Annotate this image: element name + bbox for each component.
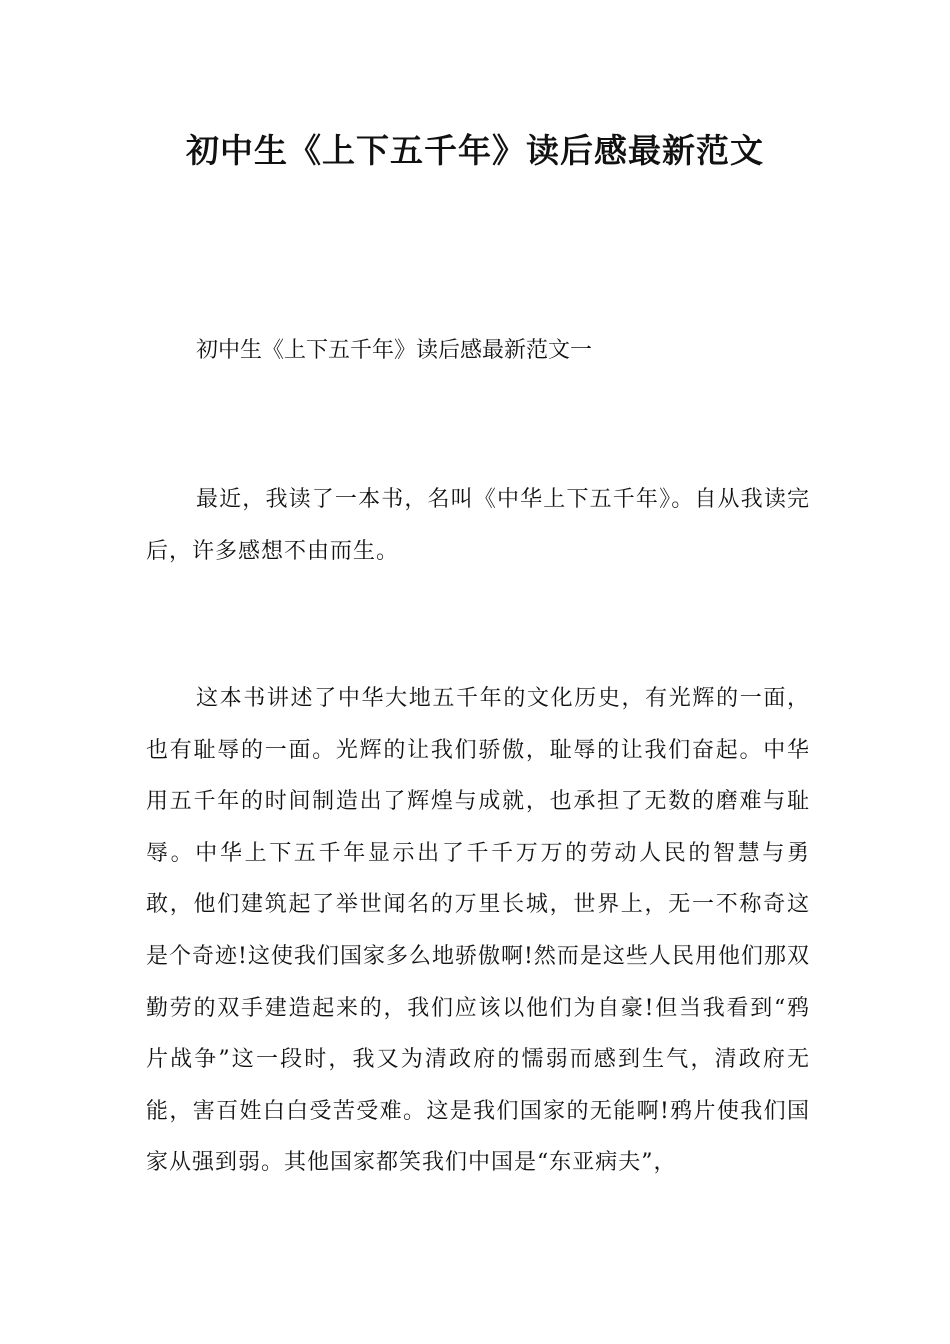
paragraph-2: 这本书讲述了中华大地五千年的文化历史，有光辉的一面，也有耻辱的一面。光辉的让我们骄傲，耻辱的让我们奋起。中华用五千年的时间制造出了辉煌与成就，也承担了无数的磨难与耻辱。中华上下五千年显示出了千千万万的劳动人民的智慧与勇敢，他们建筑起了举世闻名的万里长城，世界上，无一不称奇这是个奇迹!这使我们国家多么地骄傲啊!然而是这些人民用他们那双勤劳的双手建造起来的，我们应该以他们为自豪!但当我看到“鸦片战争”这一段时，我又为清政府的懦弱而感到生气，清政府无能，害百姓白白受苦受难。这是我们国家的无能啊!鸦片使我们国家从强到弱。其他国家都笑我们中国是“东亚病夫”， xyxy=(146,686,810,1176)
document-title: 初中生《上下五千年》读后感最新范文 xyxy=(186,131,764,170)
paragraph-1: 最近，我读了一本书，名叫《中华上下五千年》。自从我读完后，许多感想不由而生。 xyxy=(146,487,810,564)
section-heading: 初中生《上下五千年》读后感最新范文一 xyxy=(196,338,593,363)
